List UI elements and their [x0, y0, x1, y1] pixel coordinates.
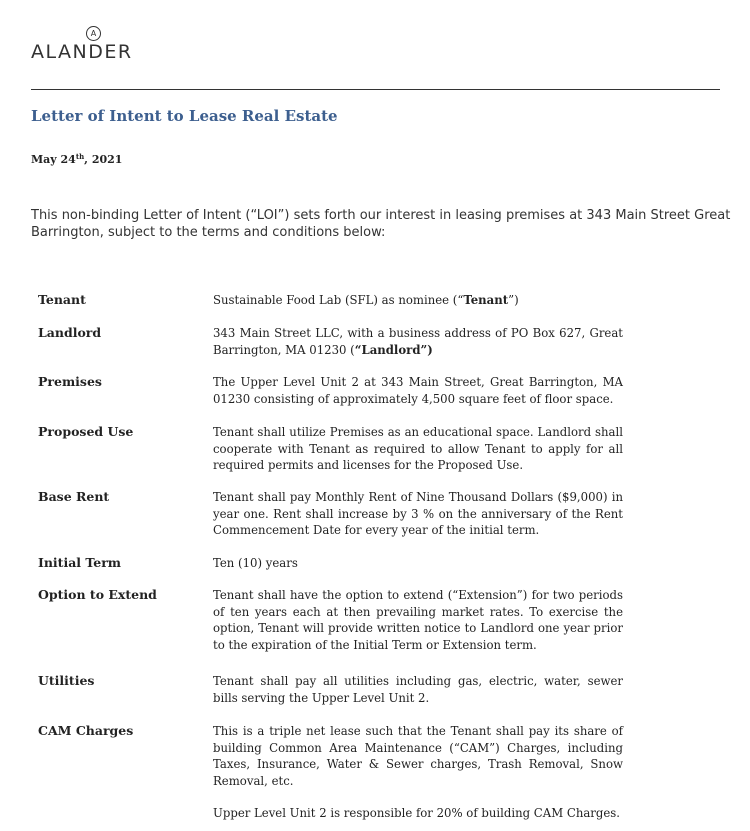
- term-label: CAM Charges: [38, 723, 134, 738]
- logo-mark-icon: A: [86, 26, 101, 41]
- tenant-defined-term: Tenant: [463, 293, 509, 307]
- term-label: Premises: [38, 374, 102, 389]
- tenant-text-end: ”): [508, 293, 519, 307]
- tenant-text: Sustainable Food Lab (SFL) as nominee (“: [213, 293, 464, 307]
- date-suffix: th: [75, 152, 85, 161]
- intro-paragraph: This non-binding Letter of Intent (“LOI”) sets forth our interest in leasing premises at 343 Main Street Great Barrington, subject to the terms and conditions below:: [31, 208, 731, 240]
- term-value: Tenant shall have the option to extend (“Extension”) for two periods of ten years each at then prevailing market rates. To exercise the option, Tenant will provide written notice to Landlord one year prior to the expiration of the Initial Term or Extension term.: [213, 588, 623, 652]
- date-year: , 2021: [84, 153, 123, 166]
- term-label: Option to Extend: [38, 587, 157, 602]
- term-value: [213, 325, 623, 358]
- term-label: Base Rent: [38, 489, 110, 504]
- term-value: [213, 723, 623, 822]
- term-label: Landlord: [38, 325, 102, 340]
- term-label: Utilities: [38, 673, 95, 688]
- cam-charges-paragraph: This is a triple net lease such that the Tenant shall pay its share of building Common Area Maintenance (“CAM”) Charges, including Taxes, Insurance, Water & Sewer charges, Trash Removal, Snow Removal, etc.: [213, 724, 623, 788]
- document-title: Letter of Intent to Lease Real Estate: [31, 107, 338, 125]
- term-value: [213, 292, 623, 309]
- landlord-text: 343 Main Street LLC, with a business address of PO Box 627, Great Barrington, MA 01230 (: [213, 326, 623, 357]
- header-divider: [31, 89, 720, 90]
- landlord-defined-term: “Landlord”): [354, 342, 433, 357]
- cam-charges-share: Upper Level Unit 2 is responsible for 20% of building CAM Charges.: [213, 806, 621, 820]
- date-month-day: May 24: [31, 153, 76, 166]
- term-value: Ten (10) years: [213, 556, 298, 570]
- term-value: The Upper Level Unit 2 at 343 Main Street, Great Barrington, MA 01230 consisting of approximately 4,500 square feet of floor space.: [213, 375, 623, 406]
- term-label: Proposed Use: [38, 424, 134, 439]
- term-label: Initial Term: [38, 555, 122, 570]
- company-name: ALANDER: [31, 41, 133, 63]
- term-label: Tenant: [38, 292, 86, 307]
- term-value: Tenant shall utilize Premises as an educational space. Landlord shall cooperate with Tenant as required to allow Tenant to apply for all required permits and licenses for the Proposed Use.: [213, 425, 623, 472]
- term-value: Tenant shall pay all utilities including gas, electric, water, sewer bills serving the Upper Level Unit 2.: [213, 674, 623, 705]
- term-value: Tenant shall pay Monthly Rent of Nine Thousand Dollars ($9,000) in year one. Rent shall increase by 3 % on the anniversary of the Rent Commencement Date for every year of the initial term.: [213, 490, 623, 537]
- document-date: [31, 153, 122, 166]
